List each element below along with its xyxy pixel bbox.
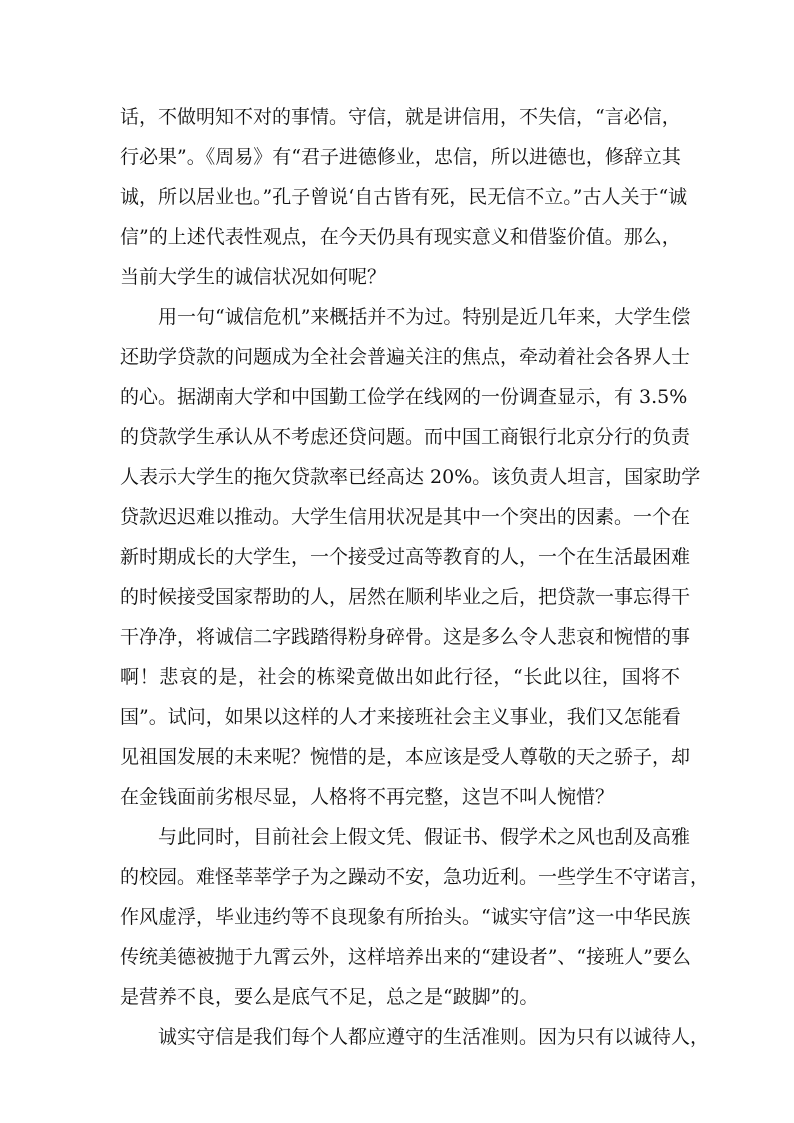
text-line: 还助学贷款的问题成为全社会普遍关注的焦点，牵动着社会各界人士 <box>120 346 691 368</box>
text-line: 话，不做明知不对的事情。守信，就是讲信用，不失信，“言必信， <box>120 106 681 128</box>
text-line: 啊！悲哀的是，社会的栋梁竟做出如此行径，“长此以往，国将不 <box>120 666 680 688</box>
text-line: 诚，所以居业也。”孔子曾说‘自古皆有死，民无信不立。”古人关于“诚 <box>120 186 688 208</box>
text-line: 是营养不良，要么是底气不足，总之是“跛脚”的。 <box>120 986 539 1008</box>
text-line: 的时候接受国家帮助的人，居然在顺利毕业之后，把贷款一事忘得干 <box>120 586 691 608</box>
text-line: 国”。试问，如果以这样的人才来接班社会主义事业，我们又怎能看 <box>120 706 681 728</box>
text-line: 用一句“诚信危机”来概括并不为过。特别是近几年来，大学生偿 <box>158 306 691 328</box>
text-line: 信”的上述代表性观点，在今天仍具有现实意义和借鉴价值。那么， <box>120 226 681 248</box>
text-line: 的校园。难怪莘莘学子为之躁动不安，急功近利。一些学生不守诺言， <box>120 866 710 888</box>
text-line: 干净净，将诚信二字践踏得粉身碎骨。这是多么令人悲哀和惋惜的事 <box>120 626 691 648</box>
text-line: 人表示大学生的拖欠贷款率已经高达 20%。该负责人坦言，国家助学 <box>120 466 701 488</box>
text-line: 的心。据湖南大学和中国勤工俭学在线网的一份调查显示，有 3.5% <box>120 386 688 408</box>
body-text <box>120 97 710 1057</box>
text-line: 传统美德被抛于九霄云外，这样培养出来的“建设者”、“接班人”要么 <box>120 946 691 968</box>
text-line: 新时期成长的大学生，一个接受过高等教育的人，一个在生活最困难 <box>120 546 691 568</box>
text-line: 当前大学生的诚信状况如何呢？ <box>120 266 387 288</box>
text-line: 诚实守信是我们每个人都应遵守的生活准则。因为只有以诚待人， <box>158 1026 710 1048</box>
text-line: 贷款迟迟难以推动。大学生信用状况是其中一个突出的因素。一个在 <box>120 506 691 528</box>
text-line: 行必果”。《周易》有“君子进德修业，忠信，所以进德也，修辞立其 <box>120 146 681 168</box>
text-line: 见祖国发展的未来呢？惋惜的是，本应该是受人尊敬的天之骄子，却 <box>120 746 691 768</box>
text-line: 的贷款学生承认从不考虑还贷问题。而中国工商银行北京分行的负责 <box>120 426 691 448</box>
text-line: 作风虚浮，毕业违约等不良现象有所抬头。“诚实守信”这一中华民族 <box>120 906 691 928</box>
text-line: 与此同时，目前社会上假文凭、假证书、假学术之风也刮及高雅 <box>158 826 691 848</box>
text-line: 在金钱面前劣根尽显，人格将不再完整，这岂不叫人惋惜？ <box>120 786 615 808</box>
